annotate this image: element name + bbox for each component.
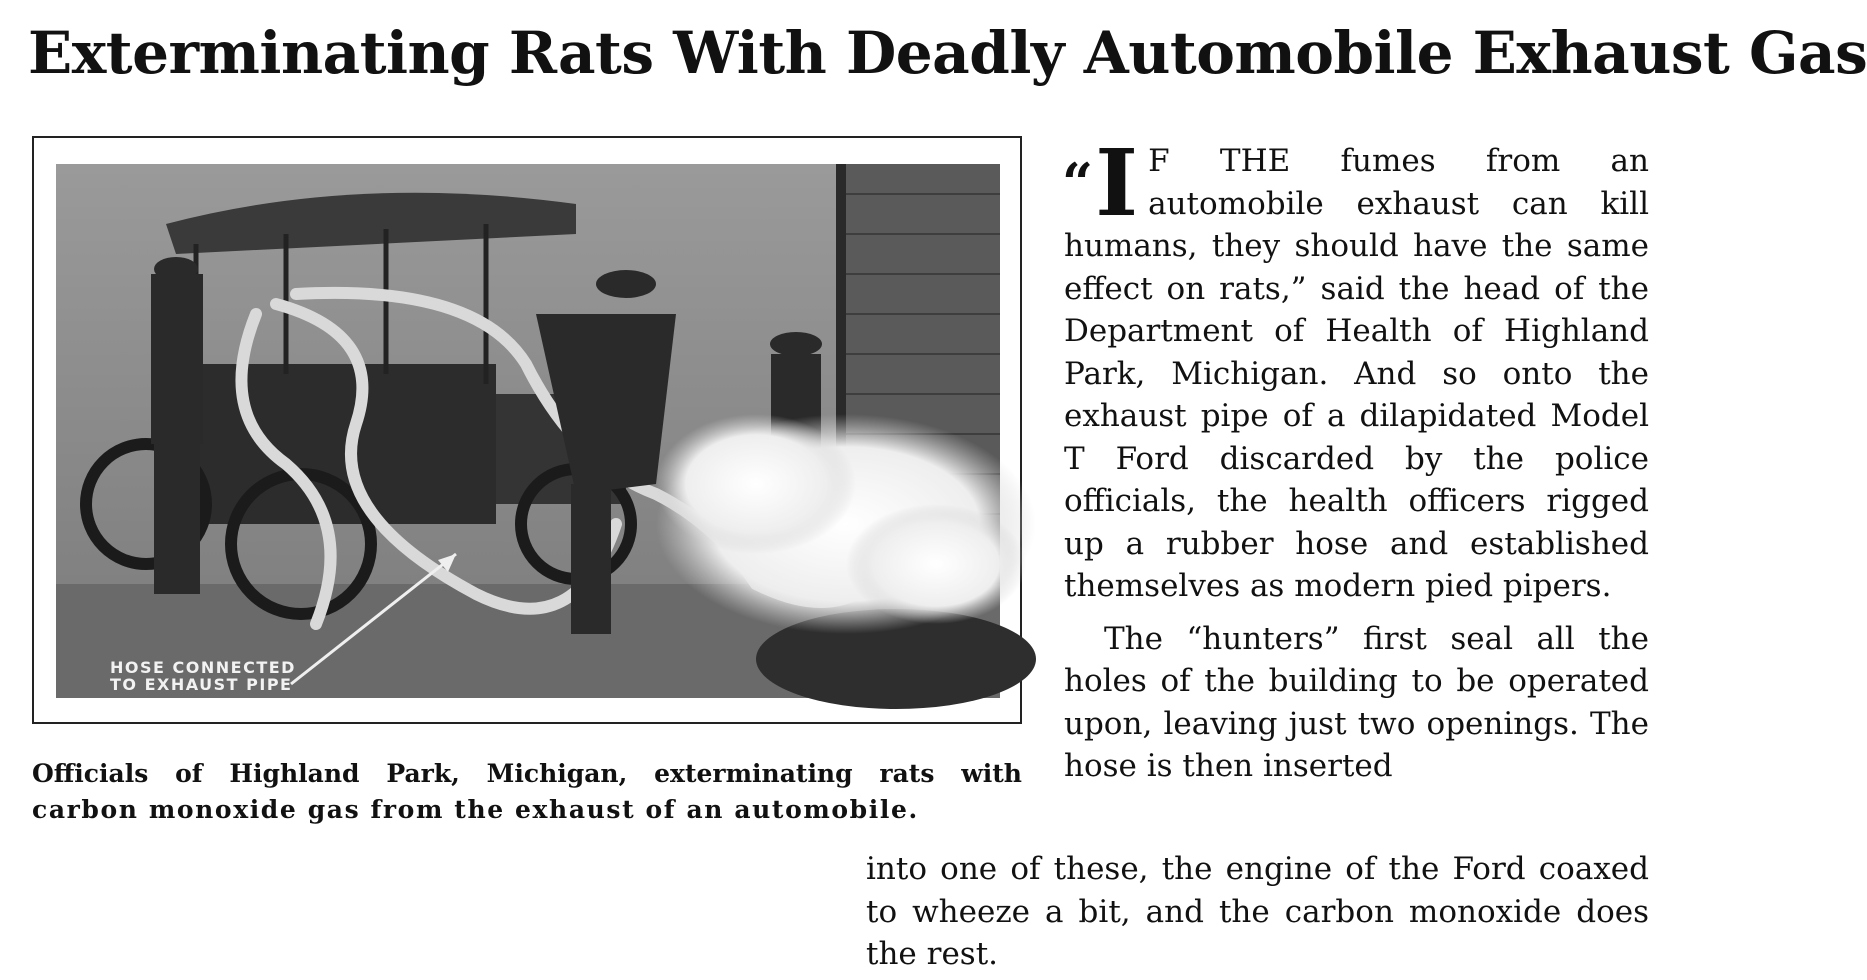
photo-caption [32,756,1022,828]
drop-cap-letter: I [1095,129,1139,237]
drop-cap [1062,129,1139,237]
photo-inset-label [110,660,296,694]
caption-line-1: Officials of Highland Park, Michigan, exterminating rats with [32,759,1022,788]
article-paragraph-2-continuation: into one of these, the engine of the Ford coaxed to wheeze a bit, and the carbon monoxide does the rest. [866,851,1649,972]
headline: Exterminating Rats With Deadly Automobile Exhaust Gas [28,19,1867,87]
paragraph-1-text: F THE fumes from an automobile exhaust can kill humans, they should have the same effect on rats,” said the head of the Department of Health of Highland Park, Michigan. And so onto the exhaust pipe of a dilapidated Model T Ford discarded by the police officials, the health officers rigged up a rubber hose and established themselves as modern pied pipers. [1064,143,1649,604]
photo-inset-label-line2: TO EXHAUST PIPE [110,674,293,694]
photo-frame [32,136,1022,724]
photo-inset-label-line1: HOSE CONNECTED [110,658,296,677]
article-photo [56,164,1000,698]
article-column [1062,129,1649,788]
article-paragraph-1 [1062,129,1649,608]
drop-cap-quote: “ [1062,151,1094,215]
article-paragraph-2: The “hunters” first seal all the holes of the building to be operated upon, leaving just two openings. The hose is then inserted [1064,620,1649,784]
caption-line-2: carbon monoxide gas from the exhaust of an automobile. [32,795,919,824]
photo-illustration [56,164,1000,698]
